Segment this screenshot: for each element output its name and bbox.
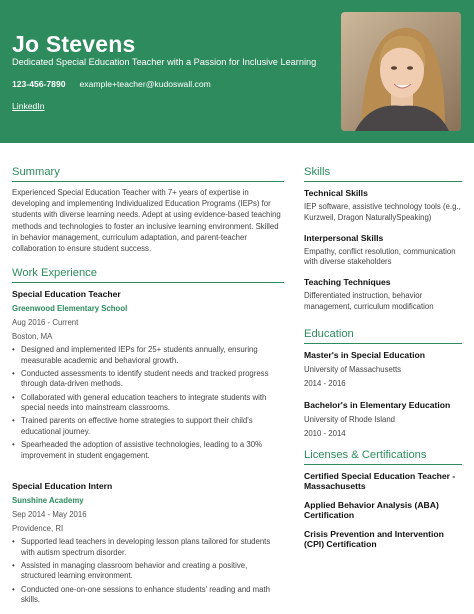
work-experience-divider	[12, 282, 284, 283]
skills-divider	[304, 181, 462, 182]
skill-category: Teaching Techniques	[304, 277, 391, 288]
job-entry	[12, 289, 284, 464]
skill-description: Empathy, conflict resolution, communication with diverse stakeholders	[304, 246, 456, 267]
profile-photo	[341, 12, 461, 131]
education-heading: Education	[304, 328, 354, 340]
school-name: University of Rhode Island	[304, 415, 396, 424]
education-dates: 2014 - 2016	[304, 379, 346, 388]
email-address[interactable]: example+teacher@kudoswall.com	[79, 79, 211, 89]
job-location: Providence, RI	[12, 524, 64, 533]
summary-text: Experienced Special Education Teacher with 7+ years of expertise in developing and implementing Individualized Education Programs (IEPs) for students with diverse learning needs. Adept at using evidence-based teaching methods and technologies to foster an inclusive learning environment. Skilled in behavior management, curriculum adaptation, and parent-teacher collaboration to ensure student success.	[12, 188, 281, 254]
skill-category: Interpersonal Skills	[304, 232, 384, 243]
job-title: Special Education Intern	[12, 481, 113, 491]
candidate-name: Jo Stevens	[12, 31, 136, 57]
profile-photo-illustration	[341, 12, 461, 131]
summary-divider	[12, 181, 284, 182]
skill-description: IEP software, assistive technology tools (e.g., Kurzweil, Dragon NaturallySpeaking)	[304, 202, 461, 222]
job-bullets	[12, 537, 284, 606]
certifications-list	[304, 471, 462, 549]
summary-heading: Summary	[12, 166, 60, 178]
school-name: University of Massachusetts	[304, 365, 402, 374]
job-entry	[12, 481, 284, 608]
candidate-tagline: Dedicated Special Education Teacher with a Passion for Inclusive Learning	[12, 57, 317, 67]
list-item: • Supported lead teachers in developing lesson plans tailored for students with autism spectrum disorder.	[12, 537, 284, 558]
phone-number: 123-456-7890	[12, 79, 66, 89]
linkedin-link[interactable]: LinkedIn	[12, 101, 45, 111]
degree-name: Master's in Special Education	[304, 350, 425, 360]
certifications-heading: Licenses & Certifications	[304, 449, 427, 461]
resume-header	[0, 0, 474, 143]
job-dates: Aug 2016 - Current	[12, 318, 79, 327]
degree-name: Bachelor's in Elementary Education	[304, 400, 451, 410]
list-item: • Designed and implemented IEPs for 25+ students annually, ensuring measurable academic and behavioral growth.	[12, 345, 284, 366]
list-item: • Assisted in managing classroom behavior and creating a positive, structured learning environment.	[12, 561, 284, 582]
list-item: • Collaborated with general education teachers to integrate students with special needs into mainstream classrooms.	[12, 393, 284, 414]
education-dates: 2010 - 2014	[304, 429, 346, 438]
contact-row	[12, 79, 211, 89]
education-divider	[304, 343, 462, 344]
skills-heading: Skills	[304, 166, 331, 178]
list-item: • Spearheaded the adoption of assistive technologies, leading to a 30% improvement in student engagement.	[12, 440, 284, 461]
certification-item: Certified Special Education Teacher - Massachusetts	[304, 471, 456, 492]
list-item: • Trained parents on effective home strategies to support their child's educational journey.	[12, 416, 284, 437]
job-company: Greenwood Elementary School	[12, 304, 128, 313]
job-location: Boston, MA	[12, 332, 53, 341]
job-dates: Sep 2014 - May 2016	[12, 510, 87, 519]
job-title: Special Education Teacher	[12, 289, 121, 299]
education-list	[304, 350, 462, 438]
job-bullets	[12, 345, 284, 461]
work-experience-heading: Work Experience	[12, 267, 97, 279]
skill-description: Differentiated instruction, behavior management, curriculum modification	[304, 291, 434, 311]
certifications-divider	[304, 464, 462, 465]
skill-category: Technical Skills	[304, 188, 368, 198]
list-item: • Conducted assessments to identify student needs and tracked progress through data-driven methods.	[12, 369, 284, 390]
certification-item: Crisis Prevention and Intervention (CPI) Certification	[304, 528, 444, 550]
job-company: Sunshine Academy	[12, 496, 84, 505]
certification-item: Applied Behavior Analysis (ABA) Certification	[304, 499, 439, 521]
list-item: • Conducted one-on-one sessions to enhance students' reading and math skills.	[12, 585, 284, 606]
skills-list	[304, 188, 462, 313]
